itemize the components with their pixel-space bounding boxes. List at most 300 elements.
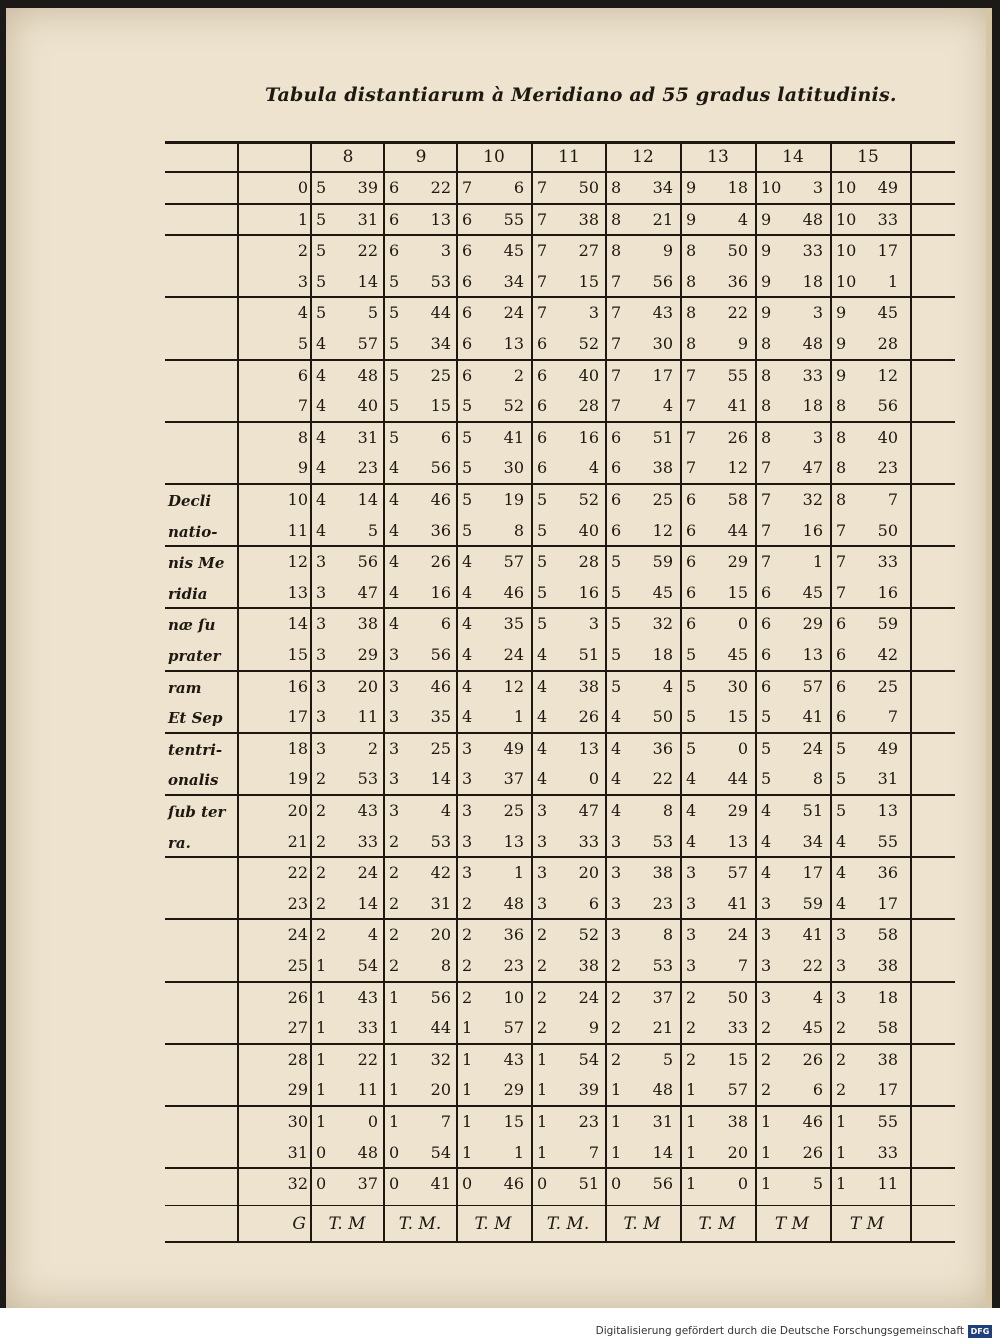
hours-value: 3 [389,707,400,727]
degree-7: 7 [297,396,308,416]
hours-value: 2 [836,1080,847,1100]
degree-20: 20 [287,801,308,820]
minutes-value: 10 [503,987,524,1007]
degree-0: 0 [297,178,308,197]
minutes-value: 33 [877,552,898,572]
minutes-value: 56 [357,552,378,572]
minutes-value: 25 [503,801,524,820]
hours-value: 4 [836,831,847,851]
hours-value: 5 [389,396,400,416]
footer-unit-label: T. M. [546,1213,590,1234]
hours-value: 4 [537,707,548,727]
minutes-value: 44 [430,1018,451,1038]
hours-value: 7 [611,396,622,416]
minutes-value: 56 [652,271,673,291]
minutes-value: 11 [357,707,378,727]
hours-value: 1 [836,1112,847,1131]
hours-value: 3 [537,831,548,851]
hours-value: 6 [686,552,697,572]
minutes-value: 16 [877,582,898,602]
hours-value: 2 [611,956,622,975]
hours-value: 1 [389,987,400,1007]
minutes-value: 0 [737,738,748,758]
minutes-value: 13 [877,801,898,820]
hours-value: 2 [389,925,400,945]
table-column-rule [310,141,312,1241]
table-rule [165,607,955,609]
hours-value: 1 [686,1080,697,1100]
hours-value: 8 [761,427,772,447]
minutes-value: 9 [737,334,748,353]
hours-value: 9 [686,209,697,229]
hours-value: 4 [389,490,400,509]
hours-value: 0 [389,1174,400,1194]
hours-value: 8 [836,490,847,509]
hours-value: 2 [537,925,548,945]
minutes-value: 15 [727,707,748,727]
minutes-value: 3 [588,303,599,323]
table-rule [165,171,955,173]
footer-unit-label: T. M [698,1213,736,1234]
hours-value: 4 [686,801,697,820]
table-rule [165,421,955,423]
hours-value: 0 [611,1174,622,1194]
hours-value: 4 [389,458,400,478]
minutes-value: 59 [802,893,823,913]
degree-4: 4 [297,303,308,323]
minutes-value: 47 [357,582,378,602]
hours-value: 2 [611,1049,622,1069]
hours-value: 6 [836,614,847,634]
hours-value: 1 [836,1142,847,1162]
minutes-value: 46 [503,1174,524,1194]
minutes-value: 42 [430,863,451,883]
minutes-value: 45 [802,1018,823,1038]
minutes-value: 51 [802,801,823,820]
degree-29: 29 [287,1080,308,1100]
minutes-value: 47 [802,458,823,478]
hours-value: 6 [462,241,473,261]
hours-value: 7 [836,520,847,540]
hours-value: 5 [462,458,473,478]
degree-21: 21 [287,831,308,851]
hours-value: 1 [686,1174,697,1194]
minutes-value: 5 [367,303,378,323]
hours-value: 7 [611,334,622,353]
hours-value: 3 [686,893,697,913]
minutes-value: 15 [503,1112,524,1131]
hours-value: 3 [389,769,400,789]
column-header-12: 12 [632,147,654,167]
minutes-value: 20 [357,676,378,696]
hours-value: 6 [761,676,772,696]
minutes-value: 20 [727,1142,748,1162]
minutes-value: 5 [812,1174,823,1194]
hours-value: 3 [537,801,548,820]
hours-value: 5 [462,490,473,509]
hours-value: 1 [316,956,327,975]
hours-value: 4 [462,676,473,696]
hours-value: 1 [462,1142,473,1162]
side-label: næ ſu [168,616,216,635]
minutes-value: 3 [588,614,599,634]
hours-value: 6 [537,427,548,447]
minutes-value: 38 [578,956,599,975]
column-header-14: 14 [782,147,804,167]
minutes-value: 28 [578,552,599,572]
minutes-value: 43 [503,1049,524,1069]
hours-value: 4 [611,801,622,820]
minutes-value: 0 [367,1112,378,1131]
minutes-value: 54 [430,1142,451,1162]
footer-unit-label: T. M. [398,1213,442,1234]
table-rule [165,203,955,205]
hours-value: 3 [389,801,400,820]
minutes-value: 21 [652,1018,673,1038]
table-rule [165,856,955,858]
hours-value: 6 [611,520,622,540]
hours-value: 1 [537,1112,548,1131]
hours-value: 5 [316,178,327,197]
column-header-10: 10 [483,147,505,167]
minutes-value: 31 [652,1112,673,1131]
minutes-value: 20 [578,863,599,883]
hours-value: 8 [686,303,697,323]
minutes-value: 32 [802,490,823,509]
hours-value: 4 [316,520,327,540]
hours-value: 6 [462,271,473,291]
minutes-value: 6 [440,427,451,447]
hours-value: 8 [686,241,697,261]
hours-value: 6 [686,582,697,602]
table-rule [165,981,955,983]
minutes-value: 41 [430,1174,451,1194]
side-label: Et Sep [168,709,223,728]
minutes-value: 50 [877,520,898,540]
minutes-value: 56 [652,1174,673,1194]
hours-value: 7 [761,458,772,478]
hours-value: 9 [761,271,772,291]
minutes-value: 15 [727,582,748,602]
minutes-value: 30 [652,334,673,353]
table-rule [165,1205,955,1207]
hours-value: 3 [686,863,697,883]
hours-value: 1 [316,1112,327,1131]
hours-value: 4 [316,334,327,353]
hours-value: 5 [462,396,473,416]
hours-value: 1 [389,1080,400,1100]
hours-value: 8 [836,458,847,478]
minutes-value: 35 [430,707,451,727]
degree-10: 10 [287,490,308,509]
hours-value: 4 [389,520,400,540]
minutes-value: 41 [503,427,524,447]
minutes-value: 16 [578,582,599,602]
hours-value: 4 [389,614,400,634]
minutes-value: 25 [430,738,451,758]
table-column-rule [237,141,239,1241]
minutes-value: 36 [877,863,898,883]
hours-value: 4 [611,738,622,758]
hours-value: 1 [611,1112,622,1131]
minutes-value: 56 [430,645,451,664]
hours-value: 6 [537,334,548,353]
minutes-value: 56 [877,396,898,416]
hours-value: 5 [836,769,847,789]
minutes-value: 23 [877,458,898,478]
hours-value: 2 [761,1049,772,1069]
hours-value: 7 [537,178,548,197]
minutes-value: 42 [877,645,898,664]
minutes-value: 33 [877,1142,898,1162]
hours-value: 5 [761,769,772,789]
hours-value: 8 [611,178,622,197]
minutes-value: 33 [357,1018,378,1038]
hours-value: 5 [611,676,622,696]
hours-value: 4 [836,863,847,883]
hours-value: 1 [389,1018,400,1038]
hours-value: 5 [537,490,548,509]
minutes-value: 45 [877,303,898,323]
table-rule [165,359,955,361]
hours-value: 9 [836,334,847,353]
side-label: natio- [168,522,218,541]
minutes-value: 46 [430,490,451,509]
minutes-value: 24 [357,863,378,883]
table-rule [165,296,955,298]
hours-value: 2 [686,1018,697,1038]
minutes-value: 36 [430,520,451,540]
minutes-value: 30 [727,676,748,696]
hours-value: 6 [462,209,473,229]
hours-value: 2 [462,987,473,1007]
table-column-rule [531,141,533,1241]
hours-value: 5 [611,645,622,664]
hours-value: 6 [761,582,772,602]
minutes-value: 8 [513,520,524,540]
minutes-value: 18 [727,178,748,197]
footer-unit-label: T. M [328,1213,366,1234]
minutes-value: 13 [727,831,748,851]
hours-value: 8 [761,396,772,416]
hours-value: 5 [316,241,327,261]
hours-value: 5 [389,365,400,385]
minutes-value: 17 [802,863,823,883]
degree-25: 25 [287,956,308,975]
minutes-value: 25 [877,676,898,696]
minutes-value: 16 [802,520,823,540]
hours-value: 4 [389,582,400,602]
minutes-value: 22 [727,303,748,323]
minutes-value: 20 [430,925,451,945]
hours-value: 5 [316,209,327,229]
hours-value: 2 [537,987,548,1007]
hours-value: 5 [836,801,847,820]
minutes-value: 14 [430,769,451,789]
hours-value: 1 [316,987,327,1007]
hours-value: 8 [836,396,847,416]
minutes-value: 56 [430,987,451,1007]
minutes-value: 59 [877,614,898,634]
minutes-value: 24 [503,303,524,323]
hours-value: 4 [316,458,327,478]
degree-19: 19 [287,769,308,789]
minutes-value: 22 [802,956,823,975]
hours-value: 6 [761,614,772,634]
footer-unit-label: T M [849,1213,885,1234]
minutes-value: 50 [727,241,748,261]
minutes-value: 41 [727,396,748,416]
minutes-value: 48 [802,334,823,353]
minutes-value: 33 [802,241,823,261]
minutes-value: 4 [662,676,673,696]
minutes-value: 7 [887,490,898,509]
hours-value: 3 [316,645,327,664]
degree-23: 23 [287,893,308,913]
minutes-value: 8 [662,801,673,820]
minutes-value: 7 [887,707,898,727]
digitization-credit: Digitalisierung gefördert durch die Deutsche Forschungsgemeinschaft [595,1325,964,1337]
minutes-value: 38 [578,209,599,229]
minutes-value: 0 [737,1174,748,1194]
minutes-value: 40 [578,365,599,385]
minutes-value: 1 [513,863,524,883]
hours-value: 5 [611,614,622,634]
degree-14: 14 [287,614,308,634]
minutes-value: 1 [513,1142,524,1162]
hours-value: 7 [611,271,622,291]
minutes-value: 33 [727,1018,748,1038]
hours-value: 2 [761,1080,772,1100]
hours-value: 3 [316,552,327,572]
hours-value: 7 [611,303,622,323]
minutes-value: 22 [357,241,378,261]
minutes-value: 57 [802,676,823,696]
hours-value: 4 [316,396,327,416]
table-rule [165,1105,955,1107]
minutes-value: 3 [812,427,823,447]
minutes-value: 18 [802,271,823,291]
hours-value: 1 [462,1080,473,1100]
minutes-value: 44 [727,769,748,789]
minutes-value: 32 [430,1049,451,1069]
hours-value: 4 [761,801,772,820]
degree-17: 17 [287,707,308,727]
hours-value: 7 [686,458,697,478]
hours-value: 2 [316,769,327,789]
minutes-value: 7 [737,956,748,975]
hours-value: 4 [686,831,697,851]
minutes-value: 34 [652,178,673,197]
minutes-value: 26 [802,1142,823,1162]
hours-value: 1 [537,1049,548,1069]
hours-value: 7 [537,241,548,261]
hours-value: 2 [686,987,697,1007]
hours-value: 5 [462,427,473,447]
hours-value: 3 [761,956,772,975]
hours-value: 1 [316,1080,327,1100]
minutes-value: 33 [578,831,599,851]
minutes-value: 13 [430,209,451,229]
minutes-value: 33 [802,365,823,385]
hours-value: 8 [686,334,697,353]
hours-value: 2 [316,893,327,913]
minutes-value: 23 [503,956,524,975]
column-header-8: 8 [342,147,354,167]
minutes-value: 58 [877,1018,898,1038]
hours-value: 2 [686,1049,697,1069]
minutes-value: 8 [812,769,823,789]
hours-value: 0 [316,1174,327,1194]
minutes-value: 6 [513,178,524,197]
hours-value: 6 [389,178,400,197]
hours-value: 3 [836,956,847,975]
minutes-value: 57 [357,334,378,353]
minutes-value: 36 [652,738,673,758]
hours-value: 10 [836,241,857,261]
minutes-value: 53 [430,831,451,851]
degree-16: 16 [287,676,308,696]
minutes-value: 8 [440,956,451,975]
hours-value: 5 [316,271,327,291]
hours-value: 9 [761,241,772,261]
hours-value: 2 [611,987,622,1007]
minutes-value: 3 [440,241,451,261]
minutes-value: 55 [877,831,898,851]
hours-value: 3 [611,893,622,913]
minutes-value: 46 [802,1112,823,1131]
minutes-value: 26 [430,552,451,572]
minutes-value: 21 [652,209,673,229]
hours-value: 2 [462,956,473,975]
minutes-value: 25 [430,365,451,385]
hours-value: 9 [836,303,847,323]
minutes-value: 43 [357,987,378,1007]
hours-value: 6 [611,458,622,478]
minutes-value: 53 [357,769,378,789]
minutes-value: 23 [652,893,673,913]
table-column-rule [605,141,607,1241]
table-column-rule [680,141,682,1241]
minutes-value: 51 [578,1174,599,1194]
minutes-value: 33 [877,209,898,229]
minutes-value: 56 [430,458,451,478]
minutes-value: 14 [357,271,378,291]
hours-value: 3 [611,863,622,883]
hours-value: 7 [686,427,697,447]
table-rule [165,545,955,547]
minutes-value: 23 [357,458,378,478]
hours-value: 1 [462,1018,473,1038]
minutes-value: 7 [440,1112,451,1131]
hours-value: 3 [389,645,400,664]
side-label: prater [168,647,221,665]
minutes-value: 37 [357,1174,378,1194]
minutes-value: 52 [578,334,599,353]
hours-value: 5 [836,738,847,758]
hours-value: 5 [537,582,548,602]
minutes-value: 8 [662,925,673,945]
minutes-value: 2 [367,738,378,758]
minutes-value: 55 [877,1112,898,1131]
minutes-value: 45 [802,582,823,602]
minutes-value: 33 [357,831,378,851]
side-label: ridia [168,584,208,603]
minutes-value: 47 [578,801,599,820]
hours-value: 4 [537,645,548,664]
hours-value: 8 [611,209,622,229]
side-label: ra. [168,833,191,852]
